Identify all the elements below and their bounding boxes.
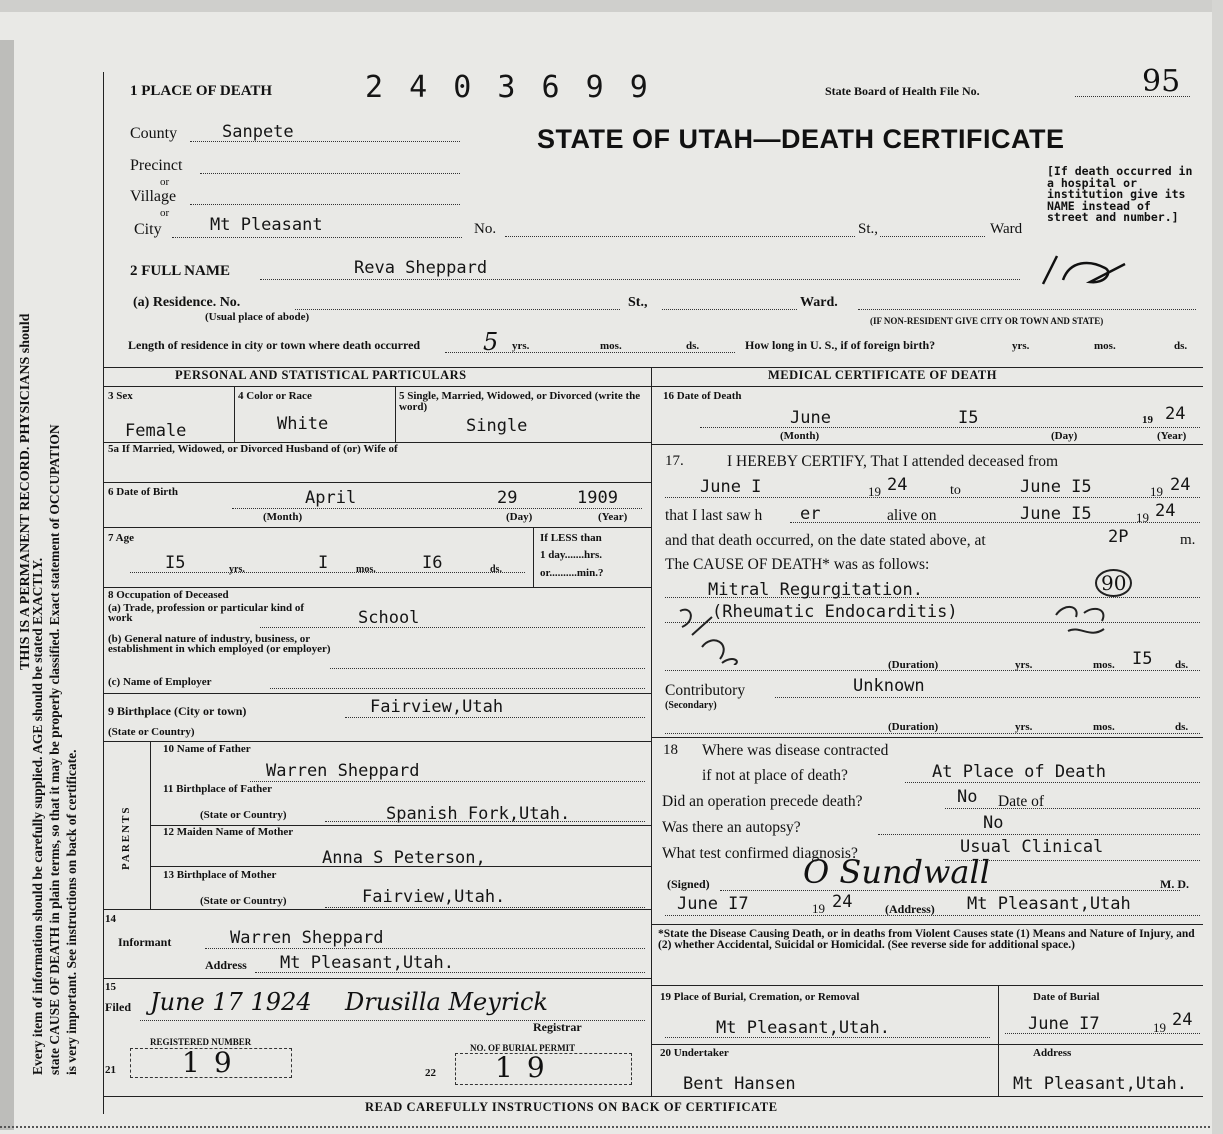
us-mos-label: mos. — [1094, 340, 1116, 352]
last-saw-label: that I last saw h — [665, 507, 763, 524]
document-title: STATE OF UTAH—DEATH CERTIFICATE — [537, 124, 1065, 154]
signed-year: 24 — [832, 892, 853, 912]
dod-year-caption: (Year) — [1157, 430, 1187, 442]
med-rule-1 — [651, 444, 1203, 445]
full-name-line — [260, 279, 1020, 280]
parents-label: PARENTS — [120, 805, 132, 870]
duration-label-2: (Duration) — [888, 721, 939, 733]
burial-permit-label: NO. OF BURIAL PERMIT — [470, 1043, 576, 1053]
hospital-note: [If death occurred in a hospital or institution give its NAME instead of street and number.] — [1047, 164, 1193, 224]
length-yrs-label: yrs. — [512, 340, 530, 352]
occupation-label: 8 Occupation of Deceased — [108, 589, 229, 601]
dob-month: April — [305, 488, 357, 508]
dob-month-caption: (Month) — [263, 511, 303, 523]
color-value: White — [277, 414, 329, 434]
undertaker-address-label: Address — [1033, 1047, 1072, 1059]
mother-bp-value: Fairview,Utah. — [362, 887, 506, 907]
length-residence-label: Length of residence in city or town where death occurred — [128, 338, 421, 352]
section-top-rule-2 — [103, 386, 1203, 387]
occupation-a-line — [260, 627, 645, 628]
alive-19: 19 — [1136, 510, 1149, 525]
sex-value: Female — [125, 421, 187, 441]
ward-label: Ward — [990, 221, 1023, 237]
filed-date: June 17 1924 — [150, 988, 312, 1016]
cause-code: 90 — [1095, 569, 1132, 597]
us-yrs-label: yrs. — [1012, 340, 1030, 352]
cause-note: *State the Disease Causing Death, or in deaths from Violent Causes state (1) Means and Nature of Injury, and (2) whether Accidental, Suicidal or Homicidal. (See reverse side for additional space.) — [658, 928, 1195, 951]
one-day-label: 1 day.......hrs. — [540, 549, 603, 561]
burial-year: 24 — [1172, 1010, 1193, 1030]
row-rule-3 — [103, 527, 651, 528]
contracted-number: 18 — [663, 742, 678, 758]
or-label-1: or — [160, 176, 170, 188]
dob-label: 6 Date of Birth — [108, 486, 178, 498]
length-ds-label: ds. — [686, 340, 700, 352]
dod-nineteen: 19 — [1142, 414, 1153, 426]
father-bp-sub: (State or Country) — [200, 809, 287, 821]
burial-place-label: 19 Place of Burial, Cremation, or Removal — [660, 991, 860, 1003]
signed-label: (Signed) — [667, 877, 710, 891]
row-rule-4 — [103, 587, 651, 588]
contracted-value: At Place of Death — [932, 762, 1106, 782]
last-saw-er: er — [800, 504, 821, 524]
age-months: I — [318, 553, 329, 573]
informant-address-label: Address — [205, 958, 247, 972]
undertaker-label: 20 Undertaker — [660, 1047, 729, 1059]
signed-date: June I7 — [677, 894, 749, 914]
residence-ward-label: Ward. — [800, 295, 838, 310]
row-rule-6 — [103, 741, 651, 742]
or-label-2: or — [160, 207, 170, 219]
secondary-label: (Secondary) — [665, 700, 717, 711]
registered-number-label: REGISTERED NUMBER — [150, 1037, 252, 1047]
employer-label: (c) Name of Employer — [108, 676, 212, 688]
operation-line — [945, 808, 1200, 809]
or-min-label: or..........min.? — [540, 567, 604, 579]
birthplace-state-label: (State or Country) — [108, 726, 195, 738]
signed-address: Mt Pleasant,Utah — [967, 894, 1131, 914]
age-yrs-label: yrs. — [229, 564, 245, 575]
informant-value: Warren Sheppard — [230, 928, 384, 948]
contracted-line — [905, 782, 1200, 783]
sidebar-line-1: THIS IS A PERMANENT RECORD. PHYSICIANS should — [18, 313, 33, 670]
contracted-label: Where was disease contracted — [702, 742, 889, 759]
burial-permit-value: 19 — [495, 1051, 559, 1084]
cause-secondary: (Rheumatic Endocarditis) — [712, 602, 958, 622]
occupation-b-label: (b) General nature of industry, business, or establishment in which employed (or employer) — [108, 633, 331, 655]
dod-year: 24 — [1165, 404, 1186, 424]
registrar-label: Registrar — [533, 1020, 582, 1034]
residence-ward-line — [662, 309, 797, 310]
attended-to: June I5 — [1020, 477, 1092, 497]
occupation-value: School — [358, 608, 420, 628]
attended-from: June I — [700, 477, 762, 497]
form-left-border — [103, 72, 104, 1114]
usual-abode-label: (Usual place of abode) — [205, 311, 310, 323]
village-line — [190, 204, 460, 205]
form-bottom-border — [103, 1096, 1203, 1097]
filed-number: 15 — [105, 981, 116, 993]
city-value: Mt Pleasant — [210, 215, 323, 235]
mother-bp-label: 13 Birthplace of Mother — [163, 869, 277, 881]
foreign-birth-label: How long in U. S., if of foreign birth? — [745, 338, 936, 352]
left-margin-band — [0, 40, 14, 1130]
dob-year: 1909 — [577, 488, 618, 508]
full-name-label: 2 FULL NAME — [130, 263, 231, 279]
alive-date: June I5 — [1020, 504, 1092, 524]
contracted-question: if not at place of death? — [702, 767, 848, 784]
father-bp-value: Spanish Fork,Utah. — [386, 804, 571, 824]
burial-19: 19 — [1153, 1020, 1166, 1035]
if-less-label: If LESS than — [540, 532, 602, 544]
row-rule-2 — [103, 482, 651, 483]
certify-text: I HEREBY CERTIFY, That I attended deceased from — [727, 453, 1059, 470]
medical-heading: MEDICAL CERTIFICATE OF DEATH — [768, 368, 997, 382]
age-ds-label: ds. — [490, 564, 502, 575]
sidebar-line-2: Every item of information should be carefully supplied. AGE should be stated EXACTLY. — [30, 557, 45, 1075]
cause-scribble-icon — [1050, 595, 1120, 640]
undertaker-value: Bent Hansen — [683, 1074, 796, 1094]
nonres-label: (IF NON-RESIDENT GIVE CITY OR TOWN AND STATE) — [870, 316, 1104, 326]
dob-day: 29 — [497, 488, 518, 508]
age-mos-label: mos. — [356, 564, 376, 575]
age-years: I5 — [165, 553, 186, 573]
duration-ds-1: ds. — [1175, 659, 1189, 671]
occupation-a-label: (a) Trade, profession or particular kind of work — [108, 602, 305, 624]
duration-ds-2: ds. — [1175, 721, 1189, 733]
village-label: Village — [130, 188, 177, 205]
top-scan-edge — [0, 0, 1223, 12]
cause-label: The CAUSE OF DEATH* was as follows: — [665, 556, 930, 573]
attended-from-19: 19 — [868, 484, 881, 499]
attended-to-19: 19 — [1150, 484, 1163, 499]
street-line — [505, 236, 855, 237]
bottom-perforation — [0, 1126, 1210, 1128]
informant-number: 14 — [105, 913, 116, 925]
dod-month-caption: (Month) — [780, 430, 820, 442]
informant-label: Informant — [118, 935, 172, 949]
dod-month: June — [790, 408, 831, 428]
med-rule-2 — [651, 737, 1203, 738]
mother-value: Anna S Peterson, — [322, 848, 486, 868]
sidebar-line-3: state CAUSE OF DEATH in plain terms, so that it may be properly classified. Exact statement of OCCUPATION — [47, 424, 62, 1075]
cause-primary: Mitral Regurgitation. — [708, 580, 923, 600]
alive-on-label: alive on — [887, 507, 937, 524]
undertaker-address: Mt Pleasant,Utah. — [1013, 1074, 1187, 1094]
certify-number: 17. — [665, 453, 684, 469]
race-divider — [395, 386, 396, 442]
spouse-label: 5a If Married, Widowed, or Divorced Husband of (or) Wife of — [108, 443, 398, 455]
md-label: M. D. — [1160, 877, 1189, 891]
mother-bp-line — [325, 907, 645, 908]
employer-line — [270, 688, 645, 689]
margin-scribble-icon — [672, 603, 752, 665]
age-days: I6 — [422, 553, 443, 573]
operation-date-label: Date of — [998, 793, 1045, 810]
med-rule-5 — [651, 1044, 1203, 1045]
marital-value: Single — [466, 416, 528, 436]
clerk-mark-icon — [1035, 250, 1135, 290]
center-divider — [651, 367, 652, 1096]
registered-number-value: 19 — [182, 1046, 246, 1079]
death-occurred-label: and that death occurred, on the date stated above, at — [665, 532, 986, 549]
informant-line — [205, 948, 645, 949]
mother-label: 12 Maiden Name of Mother — [163, 826, 294, 838]
county-label: County — [130, 125, 178, 142]
signed-19: 19 — [812, 901, 825, 916]
state-file-label: State Board of Health File No. — [825, 84, 980, 98]
birthplace-value: Fairview,Utah — [370, 697, 504, 717]
mother-bp-sub: (State or Country) — [200, 895, 287, 907]
duration-line-2 — [665, 733, 1200, 734]
county-value: Sanpete — [222, 122, 294, 142]
autopsy-line — [878, 834, 1200, 835]
duration-yrs-2: yrs. — [1015, 721, 1033, 733]
precinct-line — [200, 173, 460, 174]
contributory-label: Contributory — [665, 682, 746, 699]
informant-address: Mt Pleasant,Utah. — [280, 953, 454, 973]
duration-label-1: (Duration) — [888, 659, 939, 671]
permit-index: 22 — [425, 1067, 436, 1079]
test-value: Usual Clinical — [960, 837, 1104, 857]
test-label: What test confirmed diagnosis? — [662, 845, 858, 862]
signed-address-label: (Address) — [885, 902, 935, 916]
sidebar-line-4: is very important. See instructions on back of certificate. — [64, 749, 79, 1075]
duration-months-value: I5 — [1132, 649, 1153, 669]
place-of-death-label: 1 PLACE OF DEATH — [130, 83, 273, 99]
death-time: 2P — [1108, 527, 1129, 547]
med-rule-4 — [651, 985, 1203, 986]
burial-divider — [998, 985, 999, 1096]
registered-index: 21 — [105, 1064, 116, 1076]
length-years-value: 5 — [483, 328, 499, 356]
sex-divider — [234, 386, 235, 442]
age-label: 7 Age — [108, 532, 134, 544]
to-label: to — [950, 483, 961, 498]
city-label: City — [134, 221, 162, 238]
sex-label: 3 Sex — [108, 390, 133, 402]
state-file-number: 95 — [1142, 64, 1181, 99]
duration-mos-1: mos. — [1093, 659, 1115, 671]
dob-line — [232, 508, 642, 509]
ward-line — [880, 236, 985, 237]
dod-label: 16 Date of Death — [663, 390, 742, 402]
burial-place-value: Mt Pleasant,Utah. — [716, 1018, 890, 1038]
row-rule-8 — [103, 978, 651, 979]
birthplace-line — [345, 717, 645, 718]
contributory-line — [775, 697, 1200, 698]
autopsy-value: No — [983, 813, 1004, 833]
dob-year-caption: (Year) — [598, 511, 628, 523]
footer-instructions: READ CAREFULLY INSTRUCTIONS ON BACK OF CERTIFICATE — [365, 1100, 778, 1114]
personal-heading: PERSONAL AND STATISTICAL PARTICULARS — [175, 368, 467, 382]
residence-st-label: St., — [628, 295, 648, 310]
nonres-line — [858, 309, 1196, 310]
dod-day-caption: (Day) — [1051, 430, 1078, 442]
duration-mos-2: mos. — [1093, 721, 1115, 733]
right-scan-edge — [1212, 0, 1223, 1134]
attended-line — [665, 497, 1200, 498]
occupation-b-line — [330, 668, 645, 669]
operation-label: Did an operation precede death? — [662, 793, 863, 810]
father-value: Warren Sheppard — [266, 761, 420, 781]
dob-day-caption: (Day) — [506, 511, 533, 523]
birthplace-label: 9 Birthplace (City or town) — [108, 704, 247, 718]
street-no-label: No. — [474, 221, 497, 237]
burial-date-label: Date of Burial — [1033, 991, 1100, 1003]
row-rule-7 — [103, 909, 651, 910]
registrar-signature: Drusilla Meyrick — [345, 988, 548, 1016]
us-ds-label: ds. — [1174, 340, 1188, 352]
father-label: 10 Name of Father — [163, 743, 251, 755]
residence-label: (a) Residence. No. — [133, 295, 241, 310]
marital-label: 5 Single, Married, Widowed, or Divorced (write the word) — [399, 390, 641, 413]
certificate-number: 2 4 0 3 6 9 9 — [365, 70, 652, 105]
father-bp-label: 11 Birthplace of Father — [163, 783, 273, 795]
length-mos-label: mos. — [600, 340, 622, 352]
physician-signature: O Sundwall — [803, 853, 990, 891]
st-label: St., — [858, 221, 879, 237]
attended-from-year: 24 — [887, 475, 908, 495]
operation-value: No — [957, 787, 978, 807]
med-rule-3 — [651, 924, 1203, 925]
city-line — [172, 237, 462, 238]
attended-to-year: 24 — [1170, 475, 1191, 495]
row-rule-5 — [103, 693, 651, 694]
residence-line — [295, 309, 620, 310]
color-label: 4 Color or Race — [238, 390, 312, 402]
time-m-label: m. — [1180, 532, 1196, 548]
age-less-divider — [533, 527, 534, 587]
alive-year: 24 — [1155, 501, 1176, 521]
duration-yrs-1: yrs. — [1015, 659, 1033, 671]
precinct-label: Precinct — [130, 157, 183, 174]
autopsy-label: Was there an autopsy? — [662, 819, 801, 836]
father-line — [250, 781, 645, 782]
parents-rule-2 — [150, 866, 651, 867]
contributory-value: Unknown — [853, 676, 925, 696]
burial-date-value: June I7 — [1028, 1014, 1100, 1034]
filed-label: Filed — [105, 1000, 131, 1014]
dod-line — [700, 427, 1200, 428]
dod-day: I5 — [958, 408, 979, 428]
full-name-value: Reva Sheppard — [354, 258, 488, 278]
